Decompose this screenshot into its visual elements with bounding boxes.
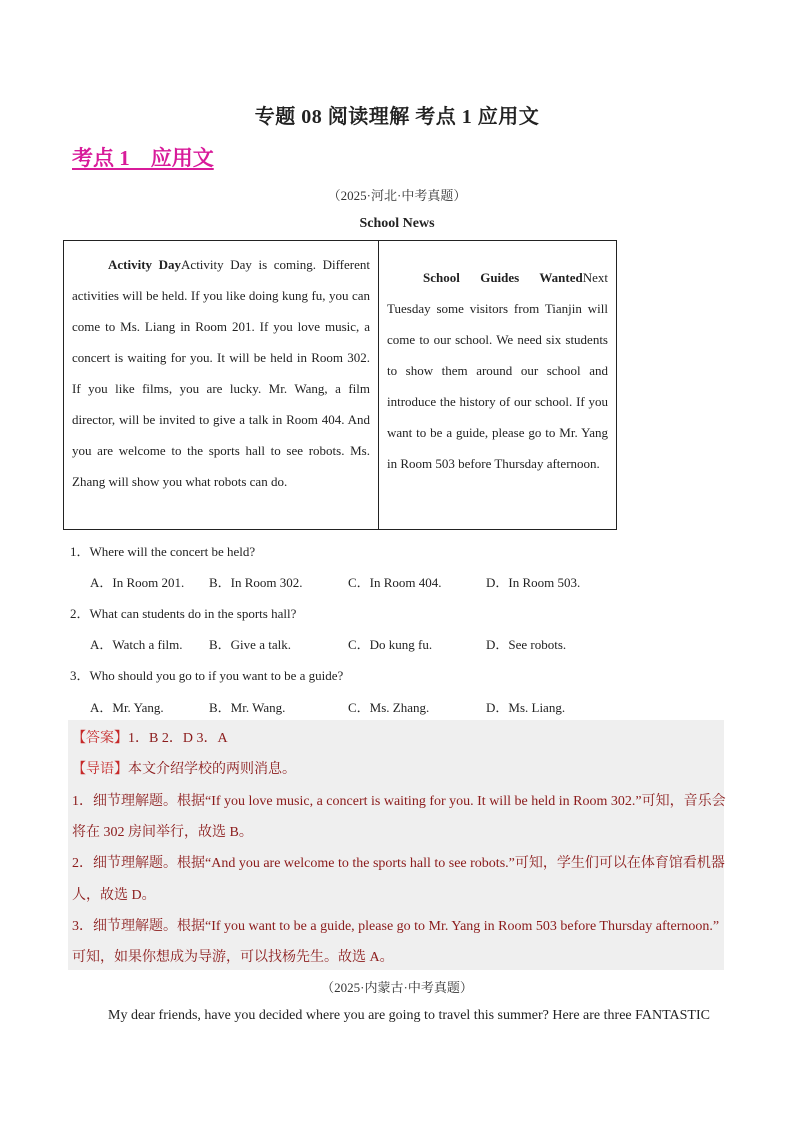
q2-option-a[interactable]: A．Watch a film.: [90, 637, 183, 652]
guides-wanted-heading: School Guides Wanted: [423, 270, 583, 285]
activity-day-text: Activity Day is coming. Different activities will be held. If you like doing kung fu, you can come to Ms. Liang in Room 201. If you love music, a concert is waiting for you. It will be held in Room 302. If you like films, you are lucky. Mr. Wang, a film director, will be invited to give a talk in Room 404. And you are welcome to the sports hall to see robots. Ms. Zhang will show you what robots can do.: [72, 257, 370, 489]
source-label-2: （2025·内蒙古·中考真题）: [321, 980, 473, 995]
guide-line: [72, 758, 296, 778]
q3-option-a[interactable]: A．Mr. Yang.: [90, 700, 164, 715]
q3-option-c[interactable]: C．Ms. Zhang.: [348, 700, 430, 715]
next-passage-text: My dear friends, have you decided where you are going to travel this summer? Here are three FANTASTIC: [108, 1008, 710, 1023]
q1-option-a[interactable]: A．In Room 201.: [90, 575, 185, 590]
q2-option-b[interactable]: B．Give a talk.: [209, 637, 291, 652]
page-title: 专题 08 阅读理解 考点 1 应用文: [254, 106, 540, 128]
guide-tag: 【导语】: [72, 762, 128, 777]
q2-option-c[interactable]: C．Do kung fu.: [348, 637, 433, 652]
explanation-line: 3．细节理解题。根据“If you want to be a guide, please go to Mr. Yang in Room 503 before Thursday afternoon.”: [72, 919, 720, 934]
explanation-line: 1．细节理解题。根据“If you love music, a concert is waiting for you. It will be held in Room 302.”可知，音乐会: [72, 794, 726, 809]
q1-option-d[interactable]: D．In Room 503.: [486, 575, 581, 590]
news-title: School News: [359, 216, 435, 231]
activity-day-heading: Activity Day: [108, 257, 182, 272]
question-1: 1．Where will the concert be held?: [70, 544, 256, 559]
question-3: 3．Who should you go to if you want to be a guide?: [70, 668, 344, 683]
guides-wanted-cell: [379, 241, 616, 529]
news-table: [63, 240, 617, 530]
explanation-line: 2．细节理解题。根据“And you are welcome to the sports hall to see robots.”可知，学生们可以在体育馆看机器: [72, 856, 725, 871]
guides-wanted-text: Next Tuesday some visitors from Tianjin will come to our school. We need six students to show them around our school and introduce the history of our school. If you want to be a guide, please go to Mr. Yang in Room 503 before Thursday afternoon.: [387, 270, 608, 471]
source-label: （2025·河北·中考真题）: [327, 188, 467, 203]
section-heading: 考点 1 应用文: [72, 146, 214, 170]
guide-text: 本文介绍学校的两则消息。: [128, 762, 296, 777]
answer-line: [72, 727, 228, 747]
q3-option-b[interactable]: B．Mr. Wang.: [209, 700, 286, 715]
q1-option-c[interactable]: C．In Room 404.: [348, 575, 442, 590]
answer-tag: 【答案】: [72, 731, 128, 746]
question-2: 2．What can students do in the sports hall?: [70, 606, 297, 621]
explanation-line: 将在 302 房间举行，故选 B。: [72, 825, 253, 840]
q3-option-d[interactable]: D．Ms. Liang.: [486, 700, 566, 715]
answer-text: 1．B 2．D 3．A: [128, 731, 228, 746]
q2-option-d[interactable]: D．See robots.: [486, 637, 567, 652]
activity-day-cell: [64, 241, 379, 529]
explanation-line: 可知，如果你想成为导游，可以找杨先生。故选 A。: [72, 950, 394, 965]
q1-option-b[interactable]: B．In Room 302.: [209, 575, 303, 590]
explanation-line: 人，故选 D。: [72, 888, 156, 903]
